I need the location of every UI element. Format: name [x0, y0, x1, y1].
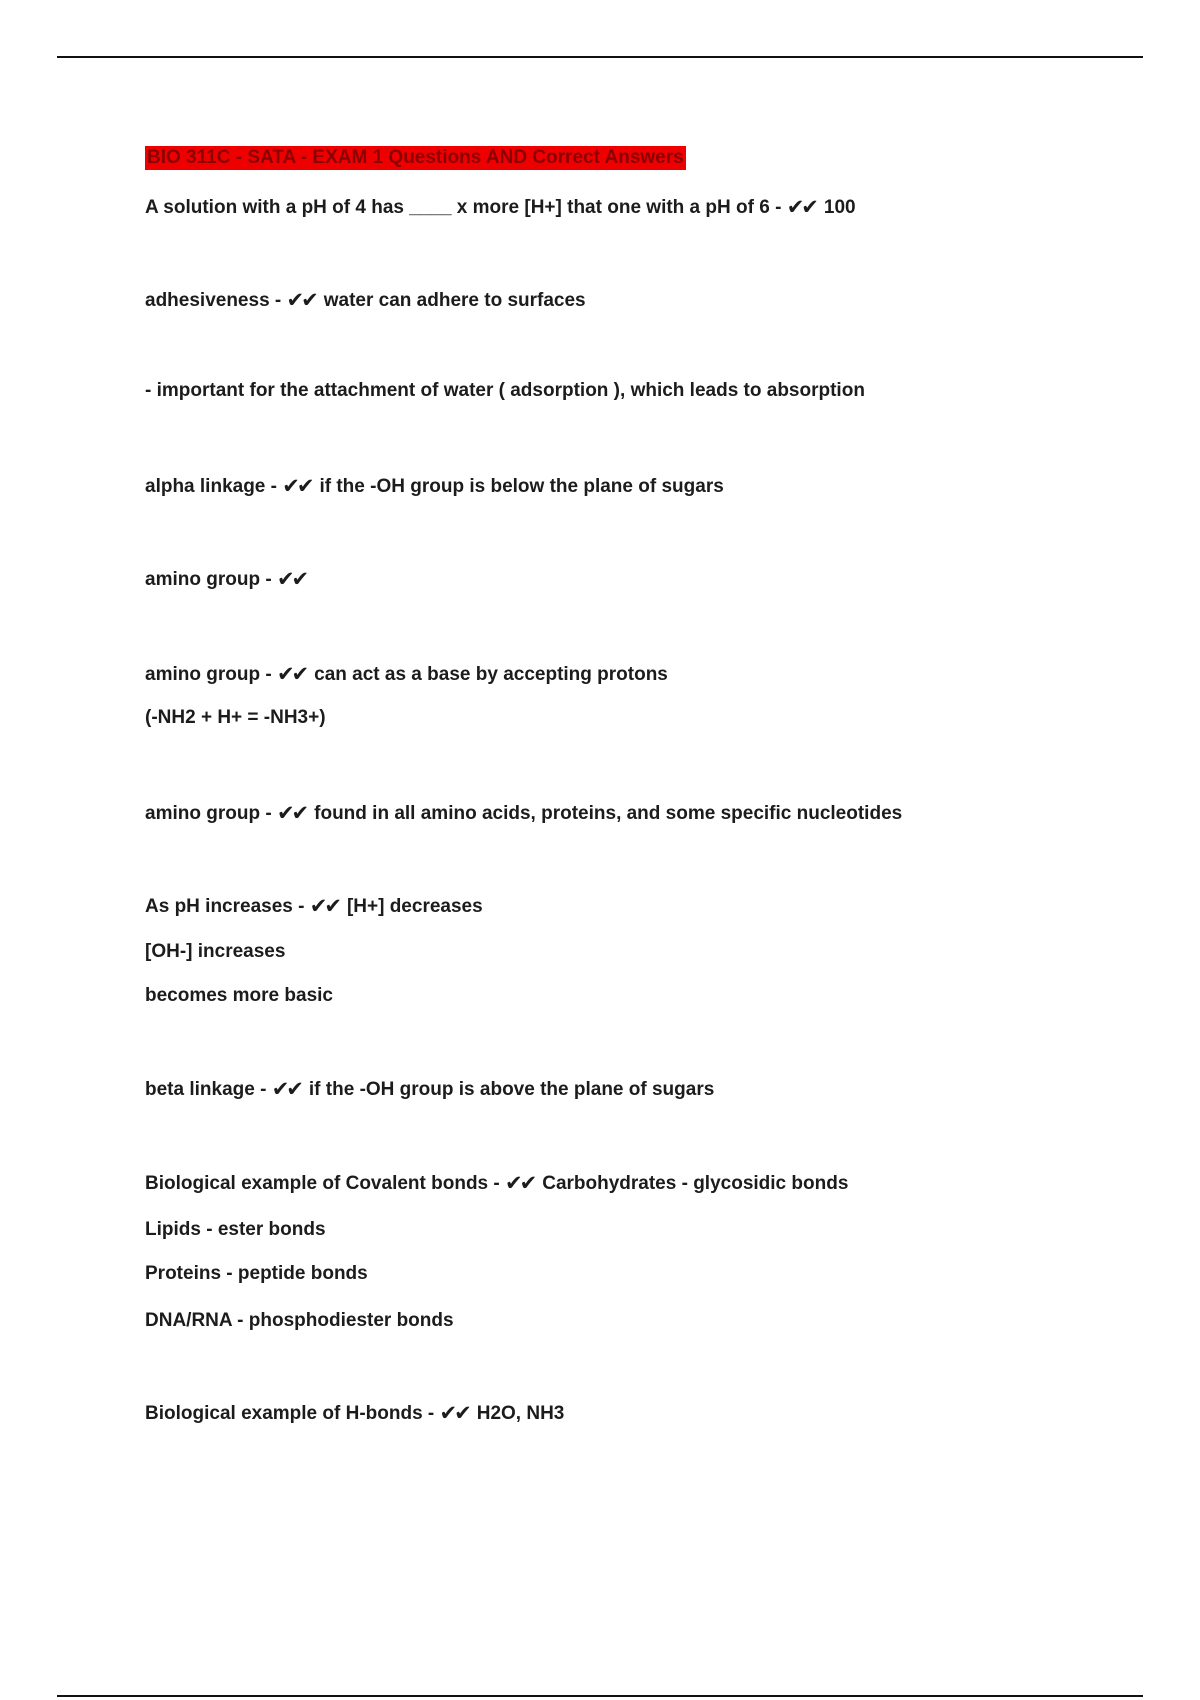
- double-check-icon: ✔✔: [276, 802, 307, 825]
- qa-line: [145, 474, 724, 499]
- answer-text: if the -OH group is below the plane of sugars: [319, 476, 724, 497]
- continuation-line: Lipids - ester bonds: [145, 1219, 326, 1240]
- double-check-icon: ✔✔: [282, 475, 312, 498]
- qa-line: [145, 801, 902, 826]
- question-term: alpha linkage -: [145, 476, 277, 497]
- answer-text: H2O, NH3: [476, 1403, 565, 1424]
- answer-text: 100: [823, 197, 856, 218]
- double-check-icon: ✔✔: [505, 1172, 535, 1195]
- double-check-icon: ✔✔: [286, 289, 316, 312]
- double-check-icon: ✔✔: [276, 568, 307, 591]
- qa-line: [145, 1171, 848, 1196]
- question-term: As pH increases -: [145, 896, 305, 917]
- continuation-line: (-NH2 + H+ = -NH3+): [145, 707, 326, 728]
- continuation-line: Proteins - peptide bonds: [145, 1263, 368, 1284]
- answer-text: if the -OH group is above the plane of sugars: [308, 1079, 715, 1100]
- continuation-line: [OH-] increases: [145, 941, 286, 962]
- double-check-icon: ✔✔: [309, 895, 339, 918]
- bottom-rule: [57, 1695, 1143, 1697]
- double-check-icon: ✔✔: [276, 663, 307, 686]
- question-term: adhesiveness -: [145, 290, 282, 311]
- answer-text: can act as a base by accepting protons: [314, 664, 668, 685]
- continuation-line: DNA/RNA - phosphodiester bonds: [145, 1310, 454, 1331]
- question-term: amino group -: [145, 803, 272, 824]
- question-term: amino group -: [145, 569, 272, 590]
- answer-text: water can adhere to surfaces: [323, 290, 586, 311]
- qa-line: [145, 567, 314, 592]
- question-term: Biological example of H-bonds -: [145, 1403, 435, 1424]
- question-term: Biological example of Covalent bonds -: [145, 1173, 500, 1194]
- question-term: beta linkage -: [145, 1079, 267, 1100]
- qa-line: [145, 1077, 714, 1102]
- question-term: amino group -: [145, 664, 272, 685]
- question-term: A solution with a pH of 4 has ____ x more [H+] that one with a pH of 6 -: [145, 197, 782, 218]
- answer-text: Carbohydrates - glycosidic bonds: [542, 1173, 849, 1194]
- double-check-icon: ✔✔: [271, 1078, 301, 1101]
- qa-line: [145, 894, 483, 919]
- answer-text: [H+] decreases: [346, 896, 483, 917]
- qa-line: [145, 662, 668, 687]
- document-title: BIO 311C - SATA - EXAM 1 Questions AND Correct Answers: [147, 147, 684, 168]
- qa-line: [145, 195, 856, 220]
- qa-line: [145, 288, 586, 313]
- double-check-icon: ✔✔: [786, 196, 816, 219]
- top-rule: [57, 56, 1143, 58]
- double-check-icon: ✔✔: [439, 1402, 469, 1425]
- qa-line: [145, 1401, 564, 1426]
- answer-text: found in all amino acids, proteins, and some specific nucleotides: [314, 803, 903, 824]
- continuation-line: becomes more basic: [145, 985, 333, 1006]
- continuation-line: - important for the attachment of water ( adsorption ), which leads to absorption: [145, 380, 865, 401]
